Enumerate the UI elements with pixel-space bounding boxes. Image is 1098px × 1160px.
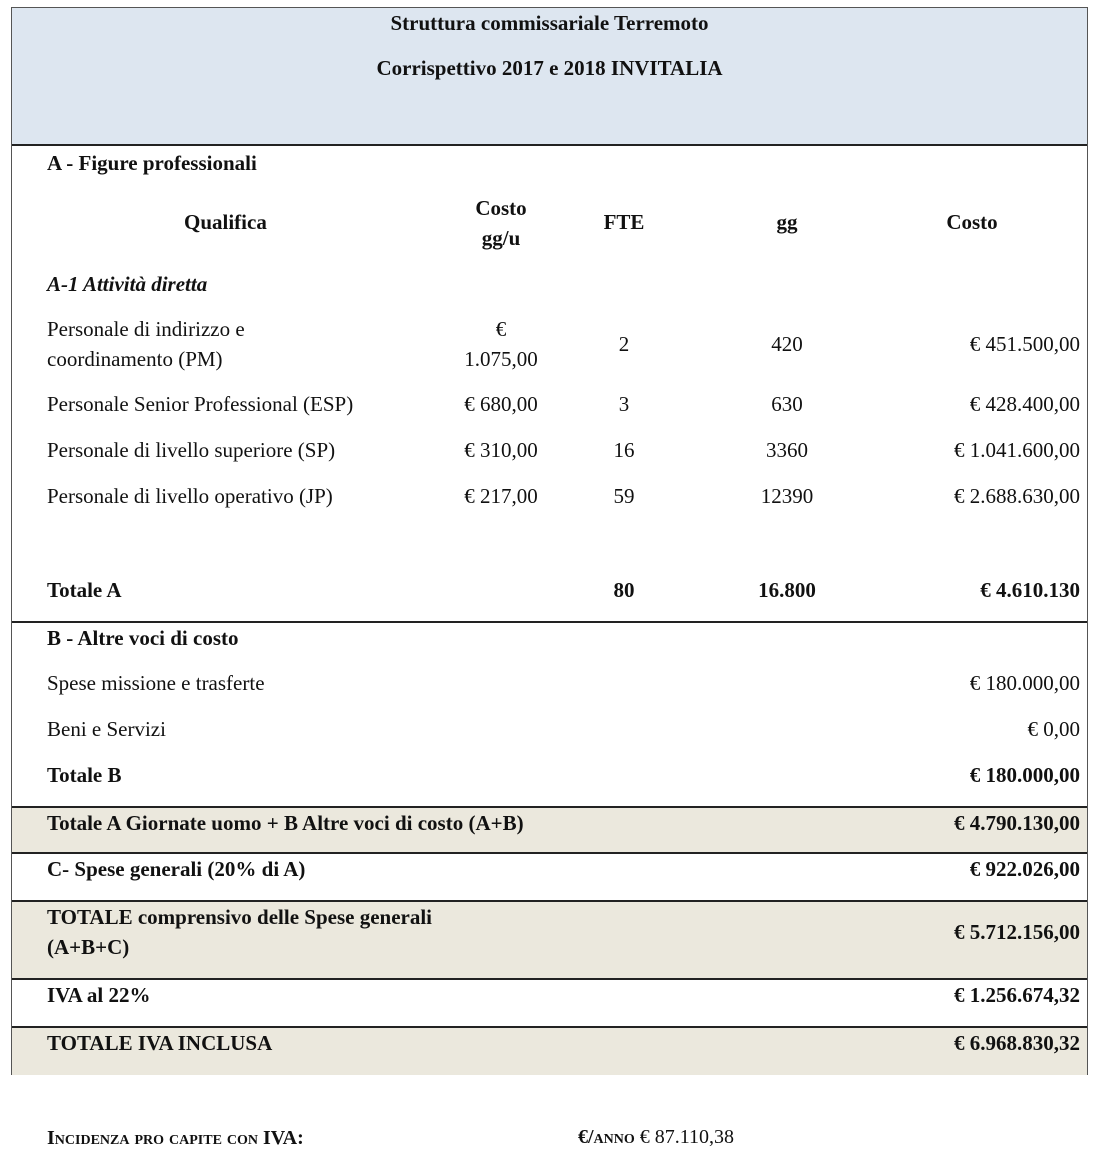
summary-row-c xyxy=(12,854,1087,902)
row-spese-missione-costo: € 180.000,00 xyxy=(969,671,1080,695)
summary-abc-label-line1: TOTALE comprensivo delle Spese generali xyxy=(47,905,433,929)
section-a-title: A - Figure professionali xyxy=(47,151,257,175)
column-header-gg: gg xyxy=(776,210,798,234)
footer-value: € 87.110,38 xyxy=(639,1126,735,1148)
row-jp-costo: € 2.688.630,00 xyxy=(954,484,1080,508)
column-header-costo-gg xyxy=(432,193,570,253)
footer-unit: €/anno xyxy=(578,1126,635,1148)
table-subtitle: Corrispettivo 2017 e 2018 INVITALIA xyxy=(376,56,723,80)
row-pm-cost-line2: 1.075,00 xyxy=(464,347,538,371)
row-spese-missione-label: Spese missione e trasferte xyxy=(47,671,265,695)
table-title: Struttura commissariale Terremoto xyxy=(390,11,709,35)
row-pm-label-line1: Personale di indirizzo e xyxy=(47,317,245,341)
row-esp-cost: € 680,00 xyxy=(464,392,538,416)
row-pm-cost-line1: € xyxy=(495,317,507,341)
footer-value-group xyxy=(578,1126,734,1149)
summary-row-total-iva xyxy=(12,1028,1087,1075)
summary-row-iva xyxy=(12,980,1087,1028)
row-jp-label: Personale di livello operativo (JP) xyxy=(47,484,333,508)
row-pm-label xyxy=(47,314,245,374)
column-header-fte: FTE xyxy=(603,210,645,234)
summary-abc-label xyxy=(47,902,432,962)
summary-c-value: € 922.026,00 xyxy=(969,857,1080,881)
column-header-costo-gg-line1: Costo xyxy=(475,196,527,220)
row-esp-costo: € 428.400,00 xyxy=(969,392,1080,416)
summary-iva-label: IVA al 22% xyxy=(47,983,151,1007)
summary-iva-value: € 1.256.674,32 xyxy=(954,983,1080,1007)
summary-abc-value: € 5.712.156,00 xyxy=(954,920,1080,944)
row-esp-gg: 630 xyxy=(771,392,803,416)
summary-ab-label: Totale A Giornate uomo + B Altre voci di costo (A+B) xyxy=(47,811,524,835)
table-header xyxy=(12,8,1087,146)
cost-table xyxy=(11,7,1088,1075)
column-header-costo-gg-line2: gg/u xyxy=(481,226,521,250)
section-b-title: B - Altre voci di costo xyxy=(47,626,239,650)
section-a1-subtitle: A-1 Attività diretta xyxy=(47,272,208,296)
row-sp-costo: € 1.041.600,00 xyxy=(954,438,1080,462)
footer-label: Incidenza pro capite con IVA: xyxy=(47,1127,304,1149)
summary-abc-label-line2: (A+B+C) xyxy=(47,935,130,959)
summary-row-abc xyxy=(12,902,1087,980)
summary-row-ab xyxy=(12,806,1087,854)
row-pm-costo: € 451.500,00 xyxy=(969,332,1080,356)
summary-c-label: C- Spese generali (20% di A) xyxy=(47,857,306,881)
total-a-costo: € 4.610.130 xyxy=(980,578,1080,602)
column-header-qualifica: Qualifica xyxy=(184,210,267,234)
total-a-fte: 80 xyxy=(613,578,635,602)
row-pm-fte: 2 xyxy=(618,332,630,356)
row-sp-cost: € 310,00 xyxy=(464,438,538,462)
row-esp-label: Personale Senior Professional (ESP) xyxy=(47,392,354,416)
row-beni-servizi-costo: € 0,00 xyxy=(1027,717,1080,741)
row-sp-gg: 3360 xyxy=(766,438,808,462)
row-jp-fte: 59 xyxy=(613,484,635,508)
column-header-costo: Costo xyxy=(946,210,998,234)
total-b-label: Totale B xyxy=(47,763,122,787)
total-a-gg: 16.800 xyxy=(758,578,816,602)
row-pm-gg: 420 xyxy=(771,332,803,356)
total-b-costo: € 180.000,00 xyxy=(969,763,1080,787)
row-beni-servizi-label: Beni e Servizi xyxy=(47,717,166,741)
row-jp-gg: 12390 xyxy=(760,484,814,508)
row-sp-label: Personale di livello superiore (SP) xyxy=(47,438,336,462)
row-pm-label-line2: coordinamento (PM) xyxy=(47,347,223,371)
row-jp-cost: € 217,00 xyxy=(464,484,538,508)
total-a-label: Totale A xyxy=(47,578,122,602)
summary-total-iva-label: TOTALE IVA INCLUSA xyxy=(47,1031,273,1055)
row-sp-fte: 16 xyxy=(613,438,635,462)
summary-total-iva-value: € 6.968.830,32 xyxy=(954,1031,1080,1055)
row-pm-cost xyxy=(432,314,570,374)
summary-ab-value: € 4.790.130,00 xyxy=(954,811,1080,835)
row-esp-fte: 3 xyxy=(618,392,630,416)
